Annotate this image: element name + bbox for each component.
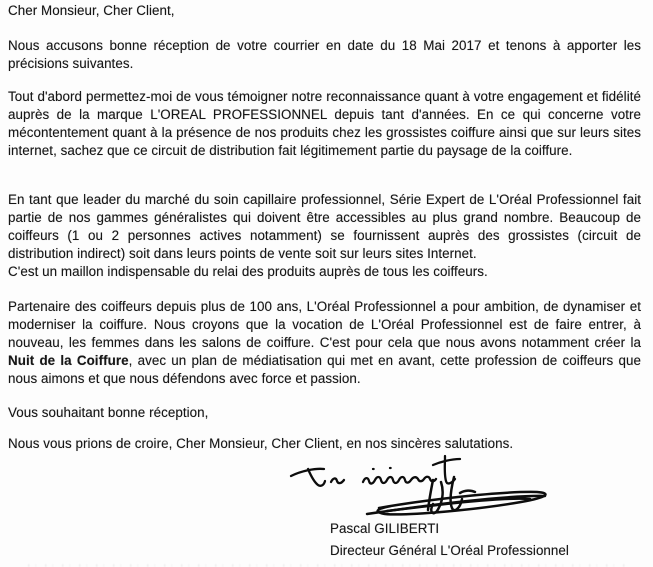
paragraph-partnership: [8, 298, 641, 388]
handwritten-signature-strokes: [283, 452, 569, 520]
paragraph-gratitude-distribution: Tout d'abord permettez-moi de vous témoigner notre reconnaissance quant à votre engagement et fidélité auprès de la marque L'OREAL PROFESSIONNEL depuis tant d'années. En ce qui concerne votre mécontentement quant à la présence de nos produits chez les grossistes coiffure ainsi que sur leurs sites internet, sachez que ce circuit de distribution fait légitimement partie du paysage de la coiffure.: [8, 89, 641, 158]
closing-line-salutations: Nous vous prions de croire, Cher Monsieur, Cher Client, en nos sincères salutations.: [8, 436, 514, 451]
signatory-title: Directeur Général L'Oréal Professionnel: [330, 543, 569, 558]
signatory-name: Pascal GILIBERTI: [330, 521, 440, 536]
nuit-de-la-coiffure-bold-text: Nuit de la Coiffure: [8, 353, 129, 368]
paragraph-partnership-text-before: Partenaire des coiffeurs depuis plus de 100 ans, L'Oréal Professionnel a pour ambition, de dynamiser et moderniser la coiffure. Nous croyons que la vocation de L'Oréal Professionnel est de faire entrer, à nouveau, les femmes dans les salons de coiffure. C'est pour cela que nous avons notamment créer la: [8, 299, 641, 350]
paragraph-acknowledgement: Nous accusons bonne réception de votre courrier en date du 18 Mai 2017 et tenons à apporter les précisions suivantes.: [8, 38, 641, 71]
paragraph-market-leader: [8, 191, 641, 281]
handwritten-signature: [283, 452, 569, 520]
salutation-line: Cher Monsieur, Cher Client,: [8, 3, 175, 18]
paragraph-partnership-text-after: , avec un plan de médiatisation qui met en avant, cette profession de coiffeurs que nous aimons et que nous défendons avec force et passion.: [8, 353, 641, 386]
closing-line-reception: Vous souhaitant bonne réception,: [8, 405, 209, 420]
paragraph-market-leader-text: En tant que leader du marché du soin capillaire professionnel, Série Expert de L'Oréal Professionnel fait partie de nos gammes généralistes qui doivent être accessibles au plus grand nombre. Beaucoup de coiffeurs (1 ou 2 personnes actives notamment) se fournissent auprès des grossistes (circuit de distribution indirect) soit dans leurs points de vente soit sur leurs sites Internet.: [8, 192, 641, 261]
paragraph-maillon-line: C'est un maillon indispensable du relai des produits auprès de tous les coiffeurs.: [8, 264, 488, 279]
